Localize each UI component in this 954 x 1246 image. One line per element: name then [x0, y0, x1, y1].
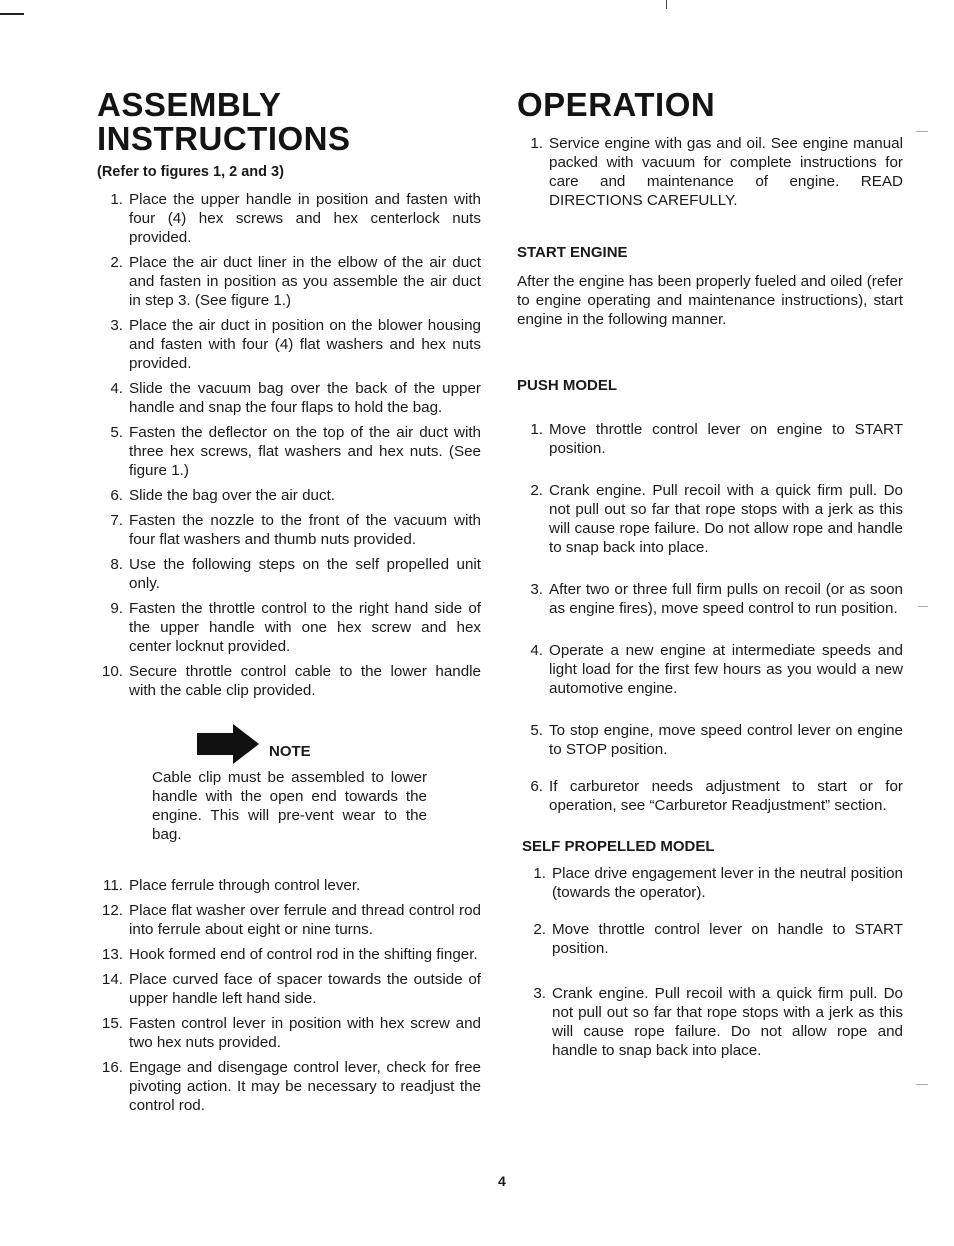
step-number: 2. [533, 921, 546, 938]
step-text: Service engine with gas and oil. See engine manual packed with vacuum for complete instructions for care and maintenance of engine. READ DIRECTIONS CAREFULLY. [549, 135, 903, 209]
operation-title: OPERATION [517, 86, 716, 123]
push-model-steps-list [517, 420, 903, 815]
assembly-title [97, 88, 481, 156]
note-header [197, 724, 427, 764]
arrow-right-icon [197, 724, 261, 764]
step-text: Fasten control lever in position with hex screw and two hex nuts provided. [129, 1015, 481, 1051]
list-item [97, 1014, 481, 1052]
figures-reference: (Refer to figures 1, 2 and 3) [97, 164, 284, 180]
step-text: After two or three full firm pulls on recoil (or as soon as engine fires), move speed control to run position. [549, 581, 903, 617]
top-tick-mark [666, 0, 667, 9]
step-number: 4. [530, 642, 543, 659]
list-item [97, 945, 481, 964]
list-item [517, 721, 903, 759]
self-propelled-steps-list [520, 864, 903, 1060]
step-text: Hook formed end of control rod in the shifting finger. [129, 946, 478, 963]
self-propelled-heading: SELF PROPELLED MODEL [522, 838, 715, 855]
list-item [97, 901, 481, 939]
step-text: Place the air duct in position on the blower housing and fasten with four (4) flat washers and hex nuts provided. [129, 317, 481, 372]
step-number: 4. [110, 380, 123, 397]
list-item [97, 599, 481, 656]
operation-column [517, 88, 903, 1066]
step-text: Place drive engagement lever in the neutral position (towards the operator). [552, 865, 903, 901]
step-text: Slide the vacuum bag over the back of the upper handle and snap the four flaps to hold the bag. [129, 380, 481, 416]
operation-intro-list [517, 134, 903, 210]
list-item [97, 486, 481, 505]
step-number: 1. [533, 865, 546, 882]
page-number: 4 [498, 1173, 506, 1189]
step-text: If carburetor needs adjustment to start or for operation, see “Carburetor Readjustment” section. [549, 778, 903, 814]
list-item [97, 970, 481, 1008]
step-text: Place the upper handle in position and fasten with four (4) hex screws and hex centerlock nuts provided. [129, 191, 481, 246]
margin-dash [916, 131, 928, 132]
list-item [97, 555, 481, 593]
step-number: 2. [110, 254, 123, 271]
note-text: Cable clip must be assembled to lower handle with the open end towards the engine. This will pre-vent wear to the bag. [152, 769, 427, 843]
step-text: Slide the bag over the air duct. [129, 487, 336, 504]
step-number: 1. [530, 135, 543, 152]
step-number: 3. [530, 581, 543, 598]
step-number: 5. [110, 424, 123, 441]
list-item [517, 580, 903, 618]
step-number: 11. [103, 877, 123, 894]
list-item [517, 134, 903, 210]
corner-mark [0, 13, 24, 15]
step-text: Place flat washer over ferrule and thread control rod into ferrule about eight or nine turns. [129, 902, 481, 938]
list-item [520, 920, 903, 958]
list-item [517, 420, 903, 458]
step-number: 13. [101, 946, 123, 963]
step-text: Move throttle control lever on handle to START position. [552, 921, 903, 957]
step-number: 3. [110, 317, 123, 334]
step-number: 2. [530, 482, 543, 499]
note-block [152, 724, 427, 844]
step-text: Secure throttle control cable to the lower handle with the cable clip provided. [129, 663, 481, 699]
step-text: Place curved face of spacer towards the outside of upper handle left hand side. [129, 971, 481, 1007]
step-number: 14. [101, 971, 123, 988]
step-number: 15. [101, 1015, 123, 1032]
step-text: Operate a new engine at intermediate speeds and light load for the first few hours as you would a new automotive engine. [549, 642, 903, 697]
list-item [97, 423, 481, 480]
assembly-steps-list [97, 190, 481, 700]
list-item [97, 379, 481, 417]
list-item [520, 864, 903, 902]
step-text: Fasten the throttle control to the right hand side of the upper handle with one hex screw and hex center locknut provided. [129, 600, 481, 655]
step-text: Crank engine. Pull recoil with a quick firm pull. Do not pull out so far that rope stops with a jerk as this will cause rope failure. Do not allow rope and handle to snap back into place. [552, 985, 903, 1059]
start-engine-heading: START ENGINE [517, 244, 628, 261]
step-text: Engage and disengage control lever, check for free pivoting action. It may be necessary to readjust the control rod. [129, 1059, 481, 1114]
step-number: 12. [101, 902, 123, 919]
list-item [97, 316, 481, 373]
assembly-title-line2: INSTRUCTIONS [97, 120, 351, 157]
step-number: 8. [110, 556, 123, 573]
assembly-column [97, 88, 481, 1121]
list-item [97, 876, 481, 895]
step-text: Crank engine. Pull recoil with a quick firm pull. Do not pull out so far that rope stops with a jerk as this will cause rope failure. Do not allow rope and handle to snap back into place. [549, 482, 903, 556]
start-engine-text: After the engine has been properly fueled and oiled (refer to engine operating and maintenance instructions), start engine in the following manner. [517, 273, 903, 328]
step-number: 5. [530, 722, 543, 739]
list-item [517, 777, 903, 815]
note-title: NOTE [269, 743, 311, 760]
assembly-steps-list-continued [97, 876, 481, 1115]
step-text: Place the air duct liner in the elbow of the air duct and fasten in position as you assemble the air duct in step 3. (See figure 1.) [129, 254, 481, 309]
step-number: 16. [101, 1059, 123, 1076]
step-number: 10. [101, 663, 123, 680]
step-number: 1. [110, 191, 123, 208]
step-number: 3. [533, 985, 546, 1002]
step-text: Move throttle control lever on engine to START position. [549, 421, 903, 457]
step-number: 9. [110, 600, 123, 617]
list-item [97, 190, 481, 247]
step-text: Place ferrule through control lever. [129, 877, 361, 894]
list-item [517, 481, 903, 557]
step-text: To stop engine, move speed control lever on engine to STOP position. [549, 722, 903, 758]
push-model-heading: PUSH MODEL [517, 377, 618, 394]
list-item [517, 641, 903, 698]
margin-dash [918, 606, 928, 607]
step-number: 6. [530, 778, 543, 795]
step-text: Fasten the nozzle to the front of the vacuum with four flat washers and thumb nuts provided. [129, 512, 481, 548]
step-text: Fasten the deflector on the top of the air duct with three hex screws, flat washers and hex nuts. (See figure 1.) [129, 424, 481, 479]
step-number: 1. [530, 421, 543, 438]
list-item [97, 1058, 481, 1115]
step-number: 7. [110, 512, 123, 529]
step-number: 6. [110, 487, 123, 504]
assembly-title-line1: ASSEMBLY [97, 86, 282, 123]
list-item [97, 253, 481, 310]
margin-dash [916, 1084, 928, 1085]
list-item [97, 662, 481, 700]
step-text: Use the following steps on the self propelled unit only. [129, 556, 481, 592]
list-item [97, 511, 481, 549]
list-item [520, 984, 903, 1060]
